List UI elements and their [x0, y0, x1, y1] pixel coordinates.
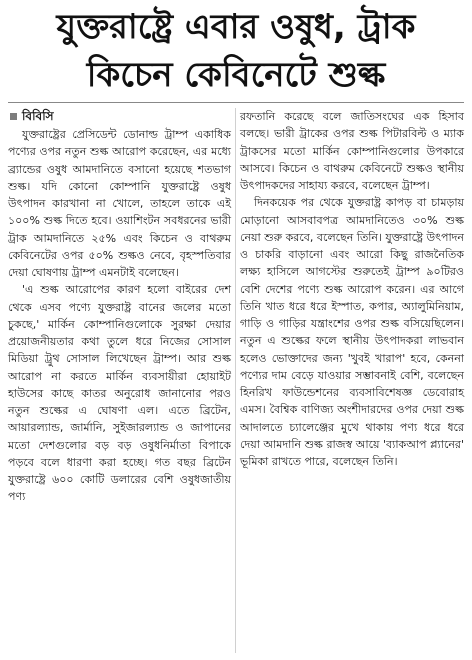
headline-divider: [8, 102, 464, 103]
headline-line-2: কিচেন কেবিনেটে শুল্ক: [86, 55, 386, 95]
column-divider: [235, 108, 236, 653]
headline: [8, 4, 464, 98]
source-byline: [8, 108, 231, 125]
source-label: বিবিসি: [22, 109, 54, 123]
paragraph: দিনকয়েক পর থেকে যুক্তরাষ্ট্র কাপড় বা চামড়ায় মোড়ানো আসবাবপত্র আমদানিতেও ৩০% শুল্ক নেয়া শুরু করবে, বলেছেন তিনি। যুক্তরাষ্ট্রে উৎপাদন ও চাকরি বাড়ানো এবং আরো কিছু রাজনৈতিক লক্ষ্য হাসিলে আগস্টের শুরুতেই ট্রাম্প ৯০টিরও বেশি দেশের পণ্যে শুল্ক আরোপ করেন। এর আগে তিনি খাত ধরে ধরে ইস্পাত, কপার, অ্যালুমিনিয়াম, গাড়ি ও গাড়ির যন্ত্রাংশের ওপর শুল্ক বসিয়েছিলেন। নতুন এ শুল্কের ফলে স্থানীয় উৎপাদকরা লাভবান হলেও ভোক্তাদের জন্য 'খুবই খারাপ' হবে, কেননা পণ্যের দাম বেড়ে যাওয়ার সম্ভাবনাই বেশি, বলেছেন হিনরিখ ফাউন্ডেশনের ব্যবসাবিশেষজ্ঞ ডেবোরাহ এমস। বৈশ্বিক বাণিজ্য অংশীদারদের ওপর দেয়া শুল্ক আদালতে চ্যালেঞ্জের মুখে থাকায় পণ্য ধরে ধরে দেয়া আমদানি শুল্ক রাজস্ব আয়ে 'ব্যাকআপ প্ল্যানের' ভূমিকা রাখতে পারে, বলেছেন তিনি।: [240, 196, 464, 468]
article-column-right: [240, 108, 464, 470]
bullet-square-icon: [10, 113, 17, 120]
paragraph: রফতানি করেছে বলে জাতিসংঘের এক হিসাব বলছে। ভারী ট্রাকের ওপর শুল্ক পিটারবিল্ট ও ম্যাক ট্রাকসের মতো মার্কিন কোম্পানিগুলোর উপকারে আসবে। কিচেন ও বাথরুম কেবিনেটে শুল্কও স্থানীয় উৎপাদকদের সাহায্য করবে, বলেছেন ট্রাম্প।: [240, 110, 464, 192]
paragraph: 'এ শুল্ক আরোপের কারণ হলো বাইরের দেশ থেকে এসব পণ্যে যুক্তরাষ্ট্র বানের জলের মতো চুকছে,' মার্কিন কোম্পানিগুলোকে সুরক্ষা দেয়ার প্রয়োজনীয়তার কথা তুলে ধরে নিজের সোসাল মিডিয়া ট্রুথ সোসাল লিখেছেন ট্রাম্প। আর শুল্ক আরোপ না করতে মার্কিন ব্যবসায়ীরা হোয়াইট হাউসের কাছে কাতর অনুরোধ জানানোর পরও নতুন শুল্কের এ ঘোষণা এল। এতে ব্রিটেন, আয়ারল্যান্ড, জার্মানি, সুইজারল্যান্ড ও জাপানের মতো দেশগুলোর বড় বড় ওষুধনির্মাতা বিপাকে পড়বে বলে ধারণা করা হচ্ছে। গত বছর ব্রিটেন যুক্তরাষ্ট্রে ৬০০ কোটি ডলারের বেশি ওষুধজাতীয় পণ্য: [8, 283, 231, 504]
headline-line-1: যুক্তরাষ্ট্রে এবার ওষুধ, ট্রাক: [56, 7, 416, 47]
article-column-left: [8, 108, 231, 506]
paragraph: যুক্তরাষ্ট্রের প্রেসিডেন্ট ডোনাল্ড ট্রাম্প একাধিক পণ্যের ওপর নতুন শুল্ক আরোপ করেছেন, এর মধ্যে ব্র্যান্ডের ওষুধ আমদানিতে বসানো হয়েছে শতভাগ শুল্ক। যদি কোনো কোম্পানি যুক্তরাষ্ট্রে ওষুধ উৎপাদন কারখানা না খোলে, তাহলে তাকে এই ১০০% শুল্ক দিতে হবে। ওয়াশিংটন সবধরনের ভারী ট্রাক আমদানিতে ২৫% এবং কিচেন ও বাথরুম কেবিনেটের ওপর ৫০% শুল্কও নেবে, বৃহস্পতিবার দেয়া ঘোষণায় ট্রাম্প এমনটাই বলেছেন।: [8, 128, 231, 279]
